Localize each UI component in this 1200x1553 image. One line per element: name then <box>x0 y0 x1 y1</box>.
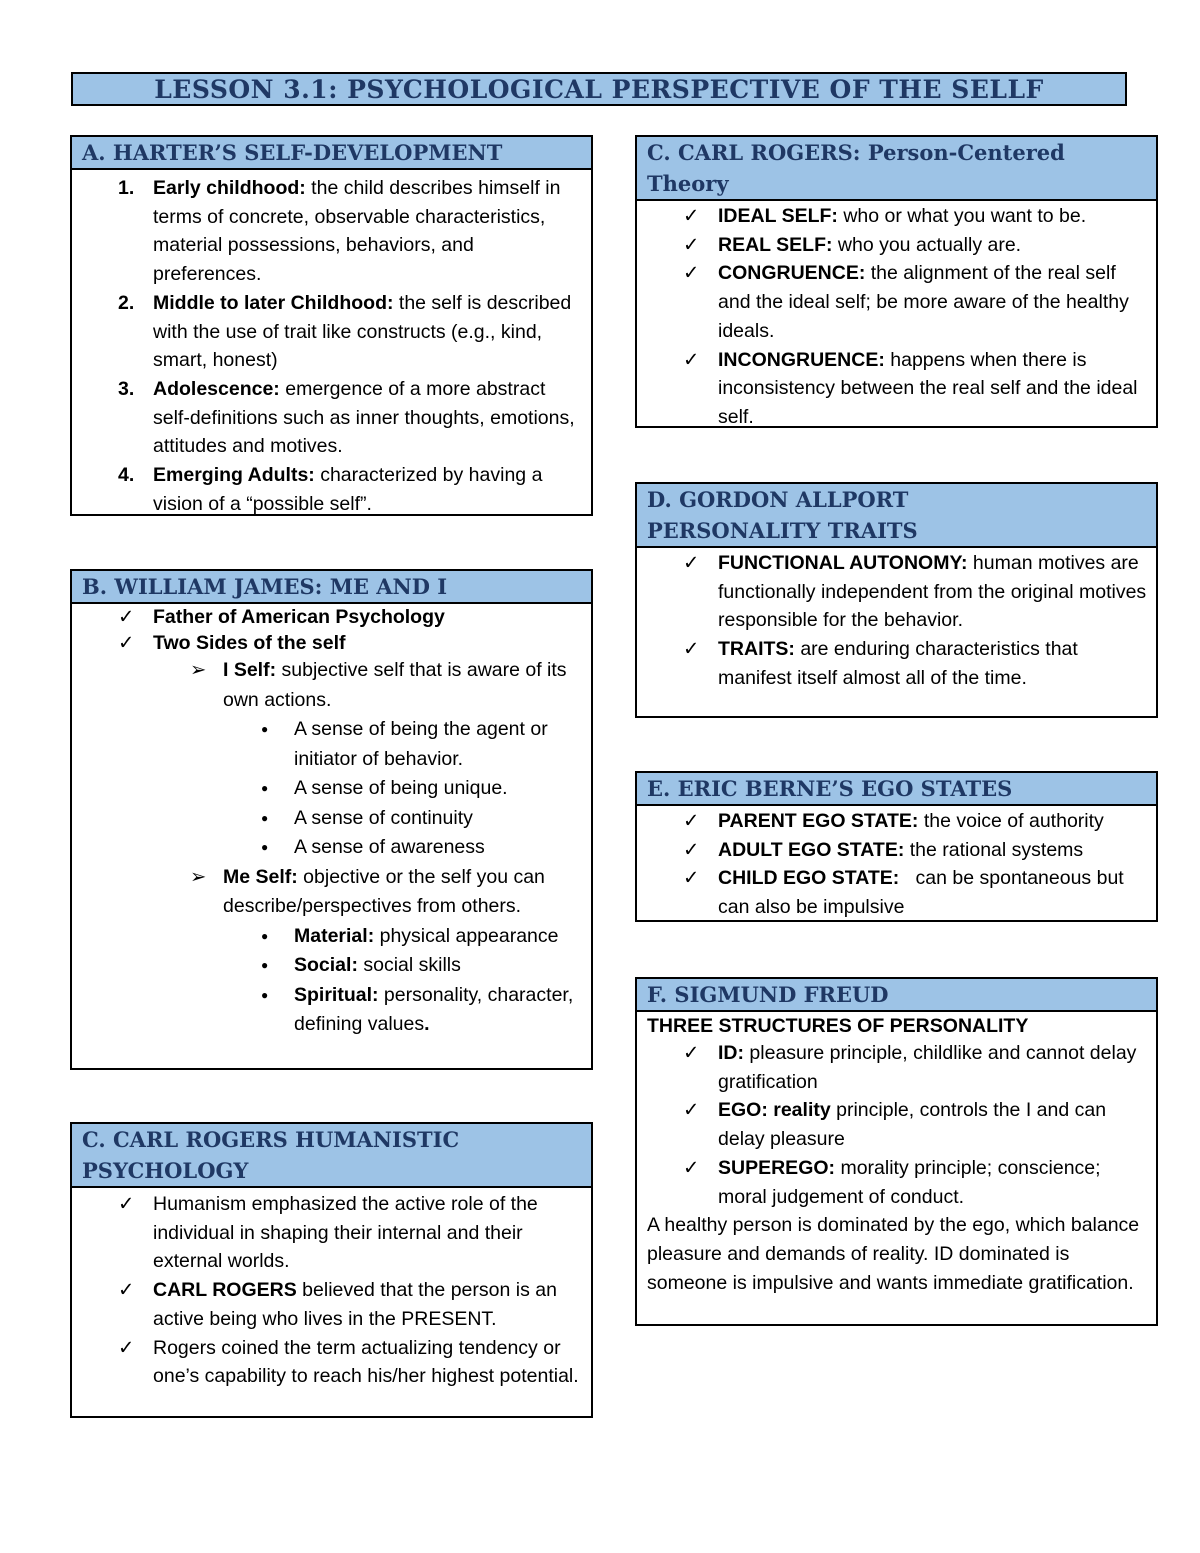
definition: the alignment of the real self and the ideal self; be more aware of the healthy ideals. <box>718 262 1129 342</box>
point-text: A sense of awareness <box>294 836 485 858</box>
bullet-icon: ● <box>261 810 269 825</box>
sub-list-item <box>72 656 591 715</box>
term: Adolescence: <box>153 377 280 400</box>
definition: characterized by having a vision of a “possible self”. <box>153 464 543 515</box>
term: Me Self: <box>223 865 298 888</box>
check-icon: ✓ <box>118 632 135 654</box>
point-text: Humanism emphasized the active role of the individual in shaping their internal and their external worlds. <box>153 1193 538 1273</box>
definition: happens when there is inconsistency between the real self and the ideal self. <box>718 348 1138 428</box>
definition: human motives are functionally independent from the original motives responsible for the behavior. <box>718 552 1147 632</box>
bullet-icon: ● <box>261 928 269 943</box>
list-item <box>637 864 1156 921</box>
definition: principle, controls the I and can delay pleasure <box>718 1099 1107 1151</box>
check-icon: ✓ <box>683 838 700 861</box>
list-number: 4. <box>118 464 135 487</box>
list-item <box>637 1039 1156 1096</box>
period: . <box>424 1013 430 1035</box>
definition: the voice of authority <box>918 810 1104 832</box>
allport-section <box>635 482 1158 718</box>
sub-list-item <box>72 863 591 922</box>
term: Early childhood: <box>153 177 306 199</box>
list-item <box>637 635 1156 692</box>
james-section <box>70 569 593 1070</box>
check-icon: ✓ <box>683 638 700 661</box>
check-icon: ✓ <box>118 1336 135 1359</box>
term: CARL ROGERS <box>153 1279 297 1302</box>
page-title: LESSON 3.1: PSYCHOLOGICAL PERSPECTIVE OF THE SELLF <box>154 74 1044 104</box>
term: PARENT EGO STATE: <box>718 810 919 832</box>
bullet-icon: ● <box>261 840 269 854</box>
definition: subjective self that is aware of its own actions. <box>223 659 567 711</box>
check-icon: ✓ <box>683 205 700 227</box>
page-title-box <box>71 72 1127 106</box>
arrow-bullet-icon: ➢ <box>190 865 207 888</box>
list-item <box>72 1276 591 1333</box>
bullet-icon: ● <box>261 722 269 736</box>
check-icon: ✓ <box>683 1156 700 1179</box>
check-icon: ✓ <box>683 348 700 371</box>
list-item <box>72 630 591 656</box>
definition: the child describes himself in terms of concrete, observable characteristics, material possessions, behaviors, and preferences. <box>153 177 561 286</box>
freud-header: F. SIGMUND FREUD <box>637 979 1156 1012</box>
list-item <box>72 604 591 630</box>
james-header: B. WILLIAM JAMES: ME AND I <box>72 571 591 604</box>
definition: objective or the self you can describe/perspectives from others. <box>223 865 545 917</box>
berne-section <box>635 771 1158 922</box>
list-item <box>637 1154 1156 1211</box>
point-text: Rogers coined the term actualizing tendency or one’s capability to reach his/her highest potential. <box>153 1336 579 1388</box>
point-text: A sense of being unique. <box>294 777 508 799</box>
definition: who you actually are. <box>832 233 1022 256</box>
bullet-icon: ● <box>261 781 269 795</box>
rogers-section <box>635 135 1158 428</box>
rogers-header: C. CARL ROGERS: Person-Centered Theory <box>637 137 1156 201</box>
term: CONGRUENCE: <box>718 262 866 285</box>
term: SUPEREGO: <box>718 1156 836 1179</box>
list-item <box>637 259 1156 345</box>
definition: personality, character, defining values <box>294 983 574 1035</box>
list-item <box>637 231 1156 260</box>
term: Social: <box>294 954 358 976</box>
harter-section <box>70 135 593 516</box>
definition: social skills <box>357 954 461 976</box>
definition: pleasure principle, childlike and cannot delay gratification <box>718 1042 1137 1093</box>
sub-sub-list-item <box>72 922 591 952</box>
check-icon: ✓ <box>683 867 700 890</box>
term: EGO: reality <box>718 1099 831 1122</box>
berne-header: E. ERIC BERNE’S EGO STATES <box>637 773 1156 806</box>
check-icon: ✓ <box>683 233 700 256</box>
term: ADULT EGO STATE: <box>718 838 905 861</box>
definition: the self is described with the use of trait like constructs (e.g., kind, smart, honest) <box>153 291 572 372</box>
subheading-text: THREE STRUCTURES OF PERSONALITY <box>647 1015 1029 1037</box>
sub-sub-list-item <box>72 774 591 804</box>
sub-sub-list-item <box>72 833 591 863</box>
list-item <box>72 375 591 461</box>
definition: believed that the person is an active being who lives in the PRESENT. <box>153 1279 557 1330</box>
term: CHILD EGO STATE: <box>718 867 900 890</box>
list-number: 1. <box>118 177 135 199</box>
definition: physical appearance <box>374 924 559 947</box>
list-number: 2. <box>118 291 135 314</box>
list-item <box>72 1334 591 1391</box>
term: Middle to later Childhood: <box>153 291 394 314</box>
sub-sub-list-item <box>72 951 591 981</box>
check-icon: ✓ <box>118 1193 135 1215</box>
term: INCONGRUENCE: <box>718 348 885 371</box>
point-text: A sense of being the agent or initiator of behavior. <box>294 718 548 770</box>
bullet-icon: ● <box>261 987 269 1002</box>
term: I Self: <box>223 659 277 681</box>
check-icon: ✓ <box>683 1099 700 1122</box>
sub-sub-list-item <box>72 715 591 774</box>
freud-subheading <box>637 1013 1156 1039</box>
sub-sub-list-item <box>72 804 591 834</box>
list-item <box>637 836 1156 865</box>
term: ID: <box>718 1042 744 1064</box>
humanistic-header: C. CARL ROGERS HUMANISTIC PSYCHOLOGY <box>72 1124 591 1188</box>
list-item <box>637 202 1156 231</box>
term: TRAITS: <box>718 638 795 661</box>
bullet-icon: ● <box>261 958 269 972</box>
definition: emergence of a more abstract self-definitions such as inner thoughts, emotions, attitudes and motives. <box>153 377 575 458</box>
term: Two Sides of the self <box>153 632 346 654</box>
freud-section <box>635 977 1158 1326</box>
definition: the rational systems <box>904 838 1084 861</box>
term: Material: <box>294 924 375 947</box>
freud-summary: A healthy person is dominated by the ego, which balance pleasure and demands of reality. ID dominated is someone is impulsive and wants immediate gratification. <box>647 1214 1140 1294</box>
term: REAL SELF: <box>718 233 833 256</box>
check-icon: ✓ <box>118 1279 135 1302</box>
list-item <box>72 174 591 289</box>
list-number: 3. <box>118 377 135 400</box>
term: IDEAL SELF: <box>718 205 838 227</box>
definition: morality principle; conscience; moral judgement of conduct. <box>718 1156 1101 1208</box>
term: Spiritual: <box>294 983 379 1006</box>
definition: are enduring characteristics that manifest itself almost all of the time. <box>718 638 1078 689</box>
list-item <box>72 289 591 375</box>
check-icon: ✓ <box>683 262 700 285</box>
list-item <box>637 807 1156 836</box>
harter-header: A. HARTER’S SELF-DEVELOPMENT <box>72 137 591 170</box>
sub-sub-list-item <box>72 981 591 1040</box>
term: FUNCTIONAL AUTONOMY: <box>718 552 968 574</box>
list-item <box>637 346 1156 432</box>
check-icon: ✓ <box>683 1042 700 1064</box>
check-icon: ✓ <box>683 810 700 832</box>
list-item <box>72 461 591 518</box>
check-icon: ✓ <box>118 606 135 628</box>
list-item <box>637 1096 1156 1153</box>
term: Emerging Adults: <box>153 464 315 487</box>
point-text: A sense of continuity <box>294 806 473 829</box>
allport-header: D. GORDON ALLPORT PERSONALITY TRAITS <box>637 484 1156 548</box>
list-item <box>637 549 1156 635</box>
definition: can be spontaneous but can also be impulsive <box>718 867 1130 919</box>
term: Father of American Psychology <box>153 606 445 628</box>
humanistic-section <box>70 1122 593 1418</box>
check-icon: ✓ <box>683 552 700 574</box>
arrow-bullet-icon: ➢ <box>190 659 207 681</box>
definition: who or what you want to be. <box>837 205 1087 227</box>
list-item <box>72 1190 591 1276</box>
